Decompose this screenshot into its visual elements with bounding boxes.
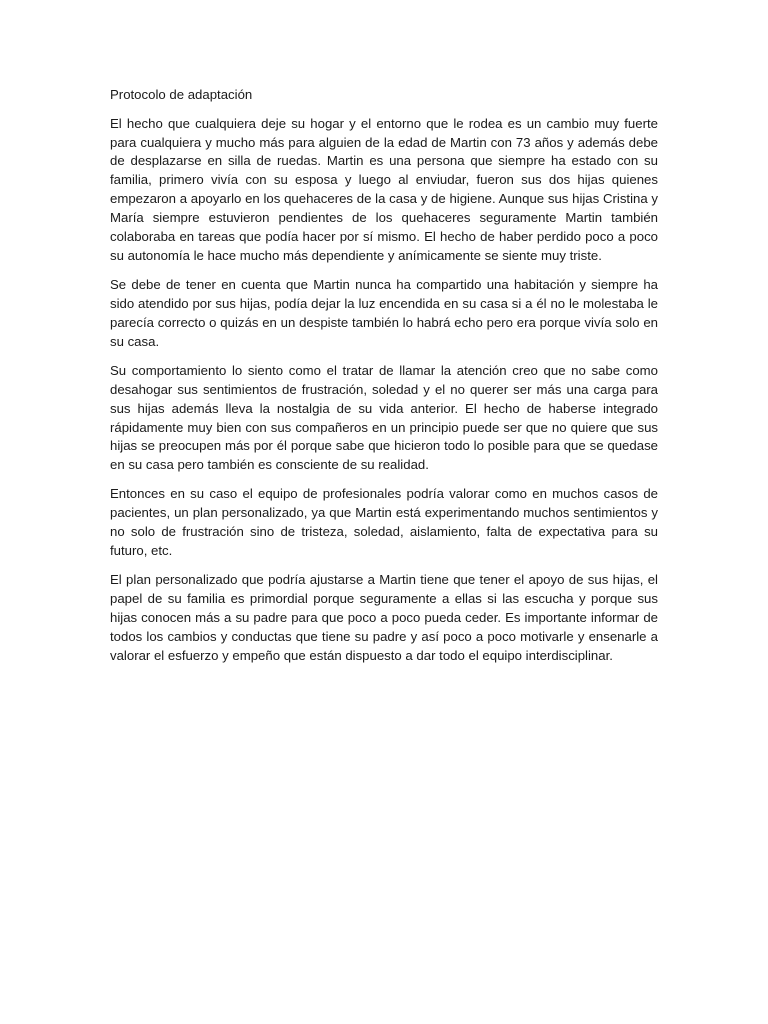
paragraph-2: Se debe de tener en cuenta que Martin nunca ha compartido una habitación y siempre ha sido atendido por sus hijas, podía dejar la luz encendida en su casa si a él no le molestaba le parecía correcto o quizás en un despiste también lo habrá echo pero era porque vivía solo en su casa.: [110, 277, 658, 349]
document-body: [110, 86, 658, 676]
paragraph-1: El hecho que cualquiera deje su hogar y el entorno que le rodea es un cambio muy fuerte para cualquiera y mucho más para alguien de la edad de Martin con 73 años y además debe de desplazarse en silla de ruedas. Martin es una persona que siempre ha estado con su familia, primero vivía con su esposa y luego al enviudar, fueron sus dos hijas quienes empezaron a apoyarlo en los quehaceres de la casa y de higiene. Aunque sus hijas Cristina y María siempre estuvieron pendientes de los quehaceres seguramente Martin también colaboraba en tareas que podía hacer por sí mismo. El hecho de haber perdido poco a poco su autonomía le hace mucho más dependiente y anímicamente se siente muy triste.: [110, 115, 658, 263]
paragraph-5: El plan personalizado que podría ajustarse a Martin tiene que tener el apoyo de sus hijas, el papel de su familia es primordial porque seguramente a ellas si las escucha y porque sus hijas conocen más a su padre para que poco a poco pueda ceder. Es importante informar de todos los cambios y conductas que tiene su padre y así poco a poco motivarle y ensenarle a valorar el esfuerzo y empeño que están dispuesto a dar todo el equipo interdisciplinar.: [110, 572, 658, 663]
paragraph-4: Entonces en su caso el equipo de profesionales podría valorar como en muchos casos de pacientes, un plan personalizado, ya que Martin está experimentando muchos sentimientos y no solo de frustración sino de tristeza, soledad, aislamiento, falta de expectativa para su futuro, etc.: [110, 486, 658, 559]
document-title: Protocolo de adaptación: [110, 87, 253, 102]
paragraph-3: Su comportamiento lo siento como el tratar de llamar la atención creo que no sabe como desahogar sus sentimientos de frustración, soledad y el no querer ser más una carga para sus hijas además lleva la nostalgia de su vida anterior. El hecho de haberse integrado rápidamente muy bien con sus compañeros en un principio puede ser que no quiere que sus hijas se preocupen más por él porque sabe que hicieron todo lo posible para que se quedase en su casa pero también es consciente de su realidad.: [110, 362, 658, 473]
